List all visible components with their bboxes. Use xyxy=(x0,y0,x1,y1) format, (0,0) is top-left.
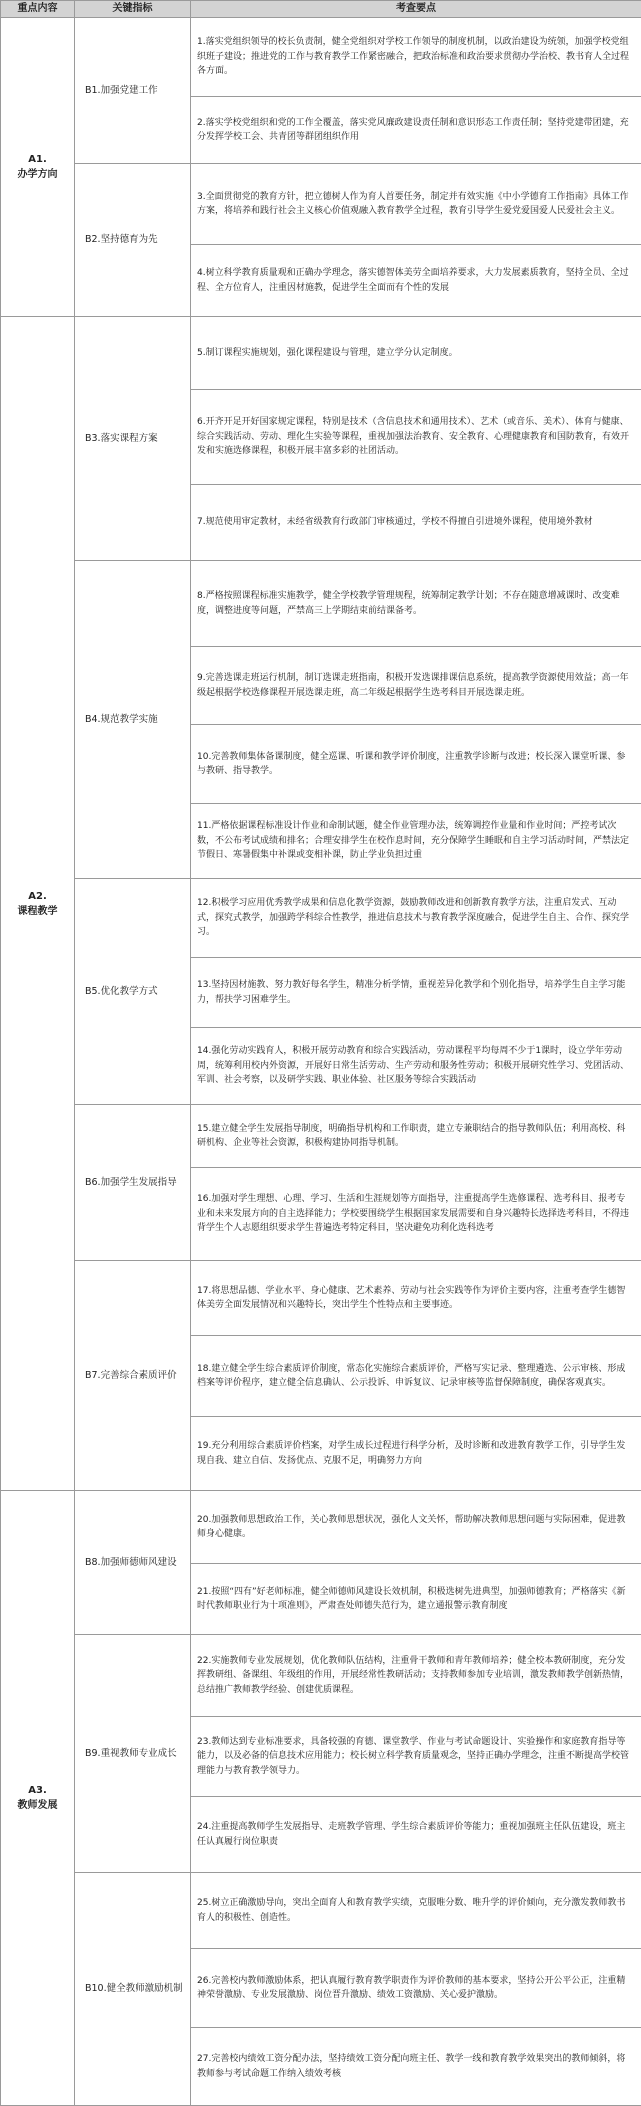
table-row xyxy=(1,561,641,647)
table-row xyxy=(1,1635,641,1717)
header-row xyxy=(1,1,641,18)
area-name: 办学方向 xyxy=(2,167,73,182)
point-cell: 9.完善选课走班运行机制，制订选课走班指南，积极开发选课排课信息系统，提高教学资源使用效益；高一年级起根据学校选修课程开展选课走班，高二年级起根据学生选考科目开展选课走班。 xyxy=(191,647,641,725)
point-cell: 14.强化劳动实践育人，积极开展劳动教育和综合实践活动，劳动课程平均每周不少于1课时，设立学年劳动周，统筹利用校内外资源，开展好日常生活劳动、生产劳动和服务性劳动；积极开展研究性学习、党团活动、军训、社会考察，以及研学实践、职业体验、社区服务等综合实践活动 xyxy=(191,1028,641,1105)
indicator-cell: B3.落实课程方案 xyxy=(75,317,191,561)
header-area: 重点内容 xyxy=(1,1,75,18)
area-cell xyxy=(1,18,75,317)
area-code: A2. xyxy=(2,889,73,904)
point-cell: 26.完善校内教师激励体系，把认真履行教育教学职责作为评价教师的基本要求，坚持公开公平公正，注重精神荣誉激励、专业发展激励、岗位晋升激励、绩效工资激励、关心爱护激励。 xyxy=(191,1949,641,2028)
table-row xyxy=(1,164,641,245)
table-row xyxy=(1,1261,641,1336)
point-cell: 12.积极学习应用优秀教学成果和信息化教学资源，鼓励教师改进和创新教育教学方法，注重启发式、互动式，探究式教学，加强跨学科综合性教学，推进信息技术与教育教学深度融合，促进学生自主、合作、探究学习。 xyxy=(191,879,641,958)
table-row xyxy=(1,1873,641,1949)
point-cell: 22.实施教师专业发展规划，优化教师队伍结构，注重骨干教师和青年教师培养；健全校本教研制度，充分发挥教研组、备课组、年级组的作用，开展经常性教研活动；支持教师参加专业培训，激发教师教学创新热情，总结推广教师教学经验、创建优质课程。 xyxy=(191,1635,641,1717)
point-cell: 16.加强对学生理想、心理、学习、生活和生涯规划等方面指导，注重提高学生选修课程、选考科目、报考专业和未来发展方向的自主选择能力；学校要围绕学生根据国家发展需要和自身兴趣特长选择选考科目，不得违背学生个人志愿组织要求学生普遍选考特定科目，坚决避免功利化选科选考 xyxy=(191,1168,641,1261)
area-cell xyxy=(1,317,75,1491)
table-row xyxy=(1,1491,641,1564)
point-cell: 1.落实党组织领导的校长负责制，健全党组织对学校工作领导的制度机制，以政治建设为统领，加强学校党组织班子建设；推进党的工作与教育教学工作紧密融合，把政治标准和政治要求贯彻办学治校、教书育人全过程各方面。 xyxy=(191,18,641,97)
header-indicator: 关键指标 xyxy=(75,1,191,18)
indicator-cell: B1.加强党建工作 xyxy=(75,18,191,164)
point-cell: 20.加强教师思想政治工作，关心教师思想状况，强化人文关怀，帮助解决教师思想问题与实际困难，促进教师身心健康。 xyxy=(191,1491,641,1564)
point-cell: 21.按照“四有”好老师标准，健全师德师风建设长效机制，积极选树先进典型，加强师德教育；严格落实《新时代教师职业行为十项准则》，严肃查处师德失范行为，建立通报警示教育制度 xyxy=(191,1564,641,1635)
point-cell: 13.坚持因材施教、努力教好每名学生，精准分析学情，重视差异化教学和个别化指导，培养学生自主学习能力，帮扶学习困难学生。 xyxy=(191,958,641,1028)
point-cell: 27.完善校内绩效工资分配办法，坚持绩效工资分配向班主任、教学一线和教育教学效果突出的教师倾斜，将教师参与考试命题工作纳入绩效考核 xyxy=(191,2028,641,2106)
indicator-cell: B9.重视教师专业成长 xyxy=(75,1635,191,1873)
point-cell: 6.开齐开足开好国家规定课程，特别是技术（含信息技术和通用技术）、艺术（或音乐、美术）、体育与健康、综合实践活动、劳动、理化生实验等课程，重视加强法治教育、安全教育、心理健康教育和国防教育，有效开发和实施选修课程，积极开展丰富多彩的社团活动。 xyxy=(191,390,641,485)
point-cell: 17.将思想品德、学业水平、身心健康、艺术素养、劳动与社会实践等作为评价主要内容，注重考查学生德智体美劳全面发展情况和兴趣特长，突出学生个性特点和主要事迹。 xyxy=(191,1261,641,1336)
point-cell: 3.全面贯彻党的教育方针，把立德树人作为育人首要任务，制定并有效实施《中小学德育工作指南》具体工作方案，将培养和践行社会主义核心价值观融入教育教学全过程，教育引导学生爱党爱国爱人民爱社会主义。 xyxy=(191,164,641,245)
point-cell: 4.树立科学教育质量观和正确办学理念，落实德智体美劳全面培养要求，大力发展素质教育，坚持全员、全过程、全方位育人，注重因材施教，促进学生全面而有个性的发展 xyxy=(191,245,641,317)
indicator-cell: B6.加强学生发展指导 xyxy=(75,1105,191,1261)
point-cell: 2.落实学校党组织和党的工作全覆盖，落实党风廉政建设责任制和意识形态工作责任制；坚持党建带团建，充分发挥学校工会、共青团等群团组织作用 xyxy=(191,97,641,164)
table-row xyxy=(1,1105,641,1168)
indicator-cell: B2.坚持德育为先 xyxy=(75,164,191,317)
point-cell: 19.充分利用综合素质评价档案，对学生成长过程进行科学分析，及时诊断和改进教育教学工作，引导学生发现自我、建立自信、发扬优点、克服不足，明确努力方向 xyxy=(191,1417,641,1491)
point-cell: 23.教师达到专业标准要求，具备较强的育德、课堂教学、作业与考试命题设计、实验操作和家庭教育指导等能力，以及必备的信息技术应用能力；校长树立科学教育质量观念，坚持正确办学理念，注重不断提高学校管理能力与教育教学领导力。 xyxy=(191,1717,641,1797)
point-cell: 25.树立正确激励导向，突出全面育人和教育教学实绩，克服唯分数、唯升学的评价倾向，充分激发教师教书育人的积极性、创造性。 xyxy=(191,1873,641,1949)
point-cell: 7.规范使用审定教材，未经省级教育行政部门审核通过，学校不得擅自引进境外课程，使用境外教材 xyxy=(191,485,641,561)
table-row xyxy=(1,879,641,958)
area-cell xyxy=(1,1491,75,2106)
table-row xyxy=(1,317,641,390)
indicator-cell: B7.完善综合素质评价 xyxy=(75,1261,191,1491)
indicator-cell: B4.规范教学实施 xyxy=(75,561,191,879)
point-cell: 11.严格依据课程标准设计作业和命制试题，健全作业管理办法，统筹调控作业量和作业时间；严控考试次数，不公布考试成绩和排名；合理安排学生在校作息时间，充分保障学生睡眠和自主学习活动时间，严禁法定节假日、寒暑假集中补课或变相补课，防止学业负担过重 xyxy=(191,804,641,879)
point-cell: 10.完善教师集体备课制度，健全巡课、听课和教学评价制度，注重教学诊断与改进；校长深入课堂听课、参与教研、指导教学。 xyxy=(191,725,641,804)
area-code: A3. xyxy=(2,1783,73,1798)
table-row xyxy=(1,18,641,97)
indicator-cell: B10.健全教师激励机制 xyxy=(75,1873,191,2106)
point-cell: 5.制订课程实施规划，强化课程建设与管理，建立学分认定制度。 xyxy=(191,317,641,390)
area-code: A1. xyxy=(2,152,73,167)
point-cell: 24.注重提高教师学生发展指导、走班教学管理、学生综合素质评价等能力；重视加强班主任队伍建设，班主任认真履行岗位职责 xyxy=(191,1797,641,1873)
point-cell: 8.严格按照课程标准实施教学，健全学校教学管理规程，统筹制定教学计划；不存在随意增减课时、改变难度，调整进度等问题，严禁高三上学期结束前结课备考。 xyxy=(191,561,641,647)
indicator-cell: B8.加强师德师风建设 xyxy=(75,1491,191,1635)
indicator-cell: B5.优化教学方式 xyxy=(75,879,191,1105)
area-name: 课程教学 xyxy=(2,904,73,919)
area-name: 教师发展 xyxy=(2,1798,73,1813)
header-points: 考查要点 xyxy=(191,1,641,18)
point-cell: 15.建立健全学生发展指导制度，明确指导机构和工作职责，建立专兼职结合的指导教师队伍；利用高校、科研机构、企业等社会资源，积极构建协同指导机制。 xyxy=(191,1105,641,1168)
point-cell: 18.建立健全学生综合素质评价制度，常态化实施综合素质评价，严格写实记录、整理遴选、公示审核、形成档案等评价程序，建立健全信息确认、公示投诉、申诉复议、记录审核等监督保障制度，确保客观真实。 xyxy=(191,1336,641,1417)
